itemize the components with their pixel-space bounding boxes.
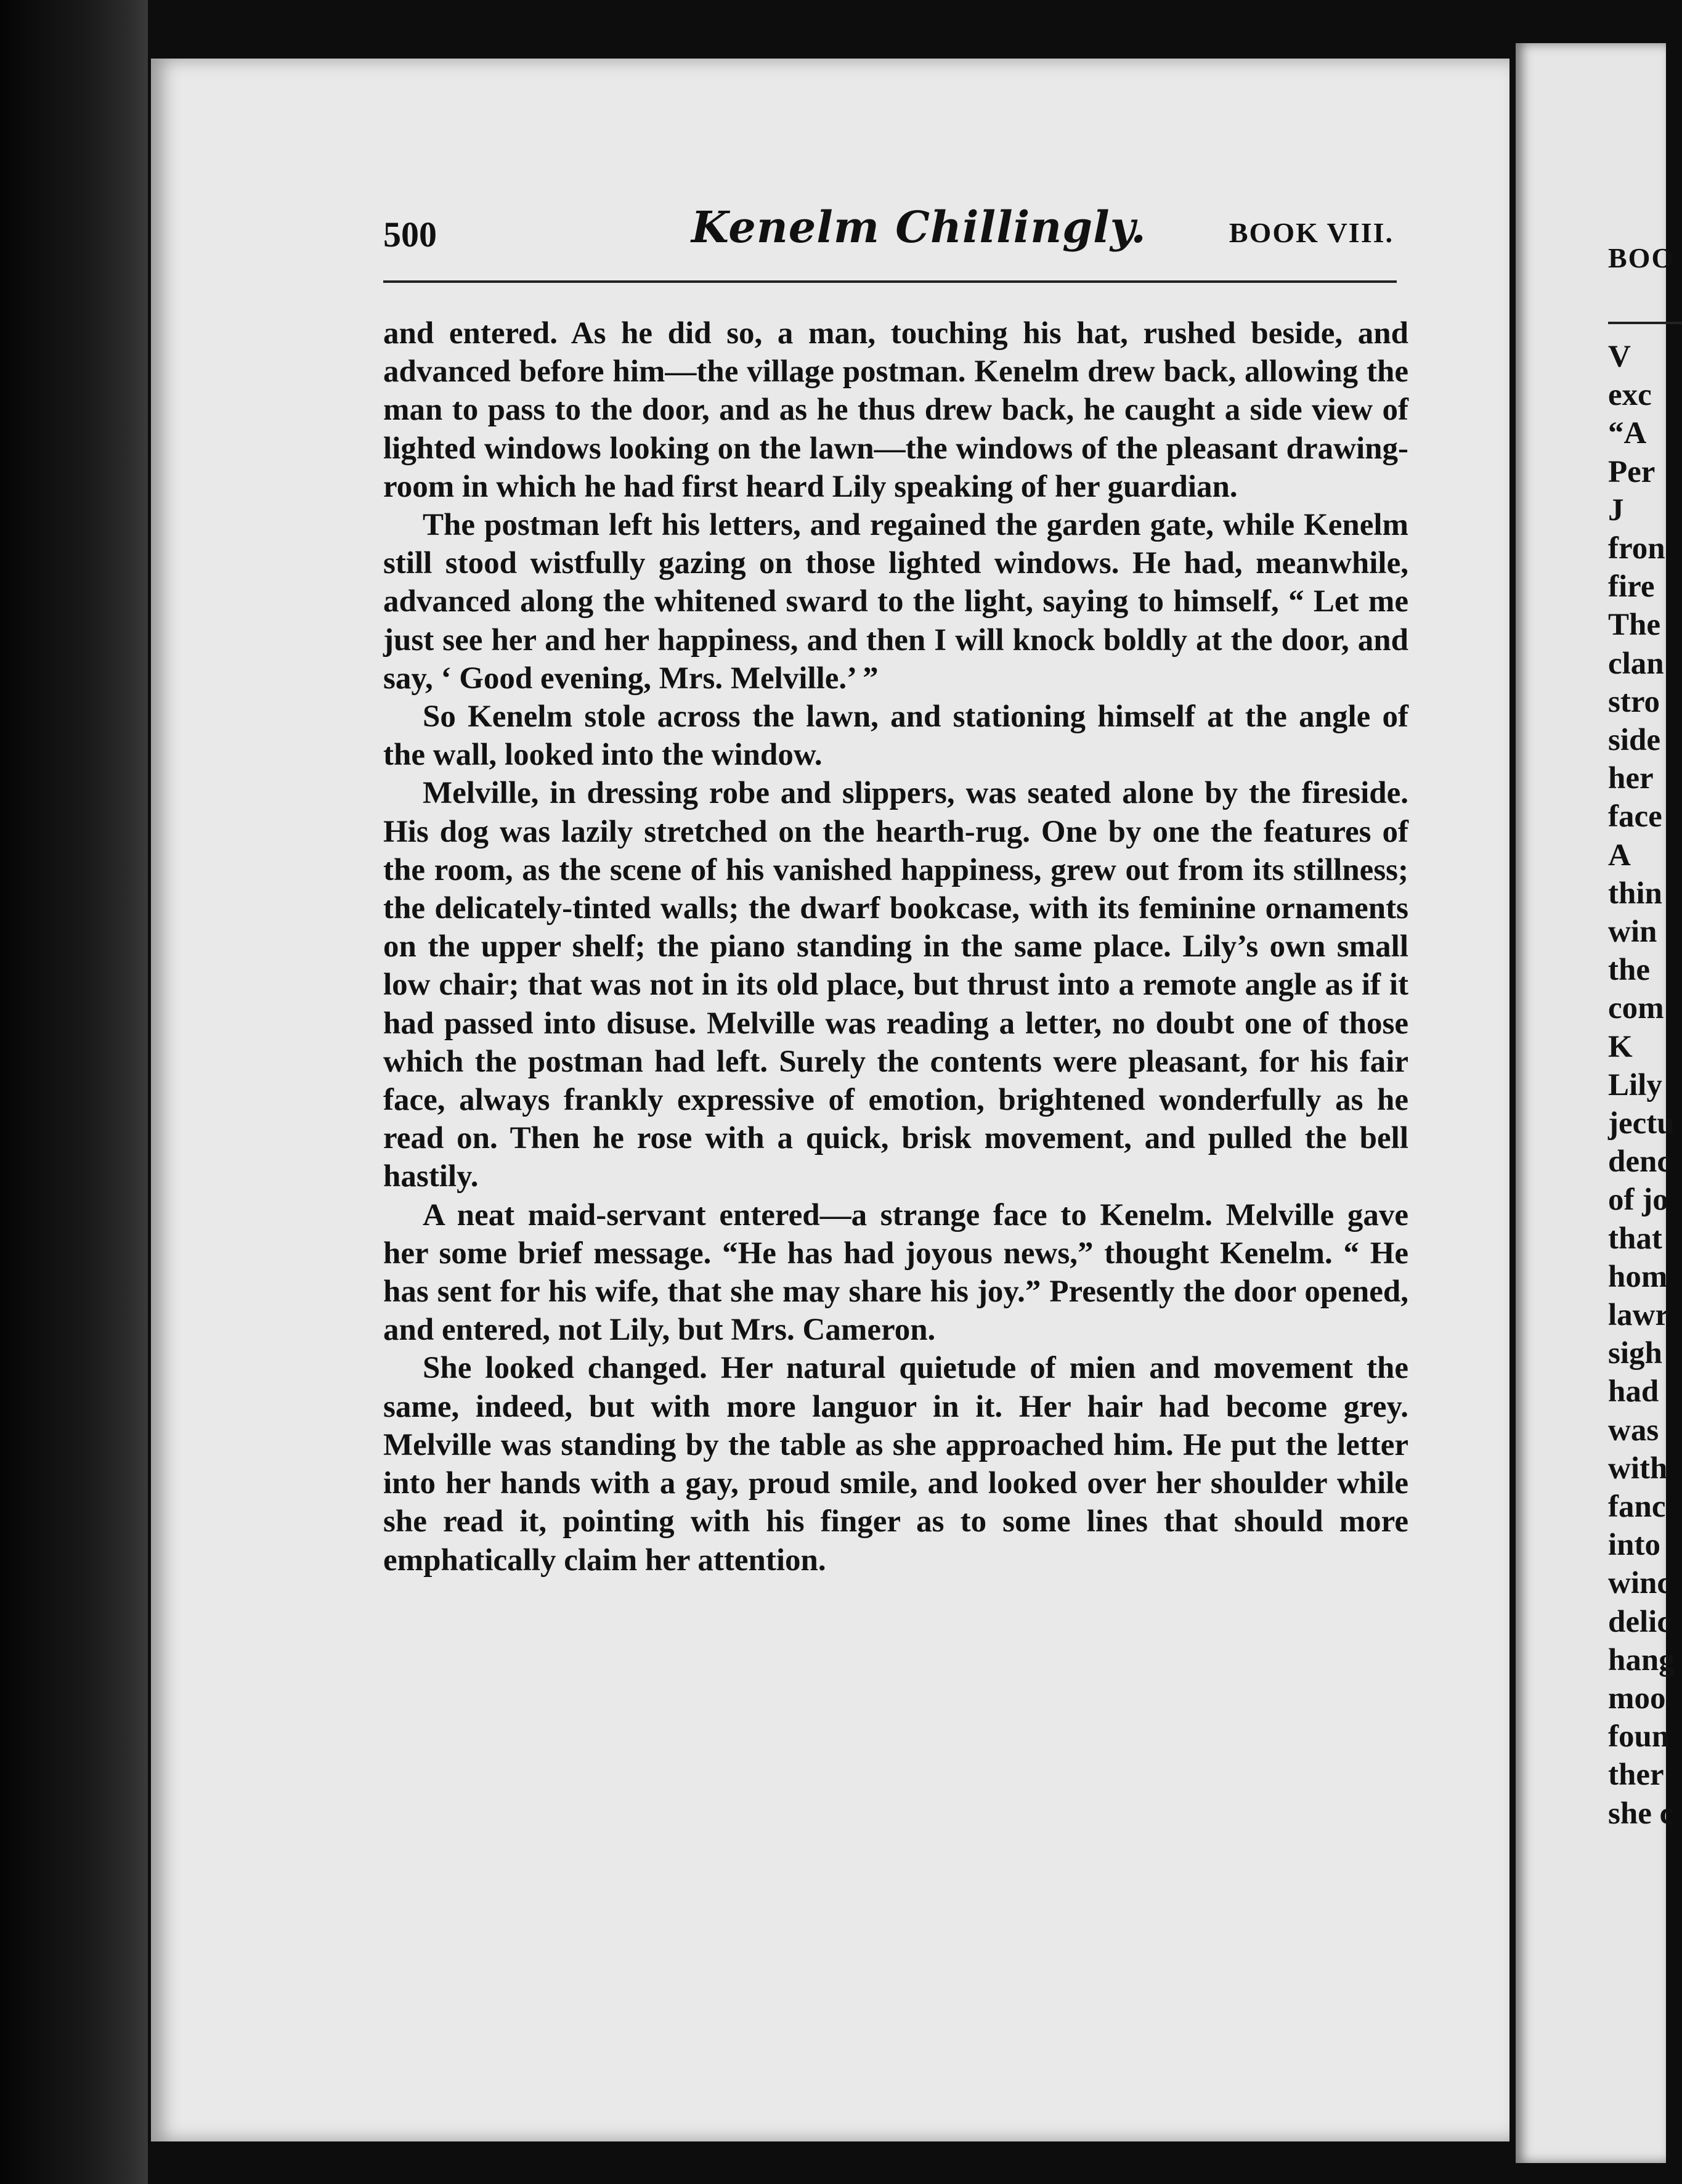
facing-page-line: fire	[1608, 569, 1655, 605]
facing-page-line: ther	[1608, 1758, 1664, 1793]
running-head	[383, 202, 1394, 257]
header-rule	[383, 280, 1397, 283]
facing-page-line: fron	[1608, 531, 1665, 566]
facing-page-line: delic	[1608, 1604, 1671, 1639]
paragraph-4: Melville, in dressing robe and slippers, was seated alone by the fireside. His dog was lazily stretched on the hearth-rug. One by one the features of the room, as the scene of his vanished happiness, grew out from its stillness; the delicately-tinted walls; the dwarf bookcase, with its feminine ornaments on the upper shelf; the piano standing in the same place. Lily’s own small low chair; that was not in its old place, but thrust into a remote angle as if it had passed into disuse. Melville was reading a letter, no doubt one of those which the postman had left. Surely the contents were pleasant, for his fair face, always frankly expressive of emotion, brightened wonderfully as he read on. Then he rose with a quick, brisk movement, and pulled the bell hastily.	[383, 776, 1408, 1194]
book-label: BOOK VIII.	[1229, 217, 1394, 248]
facing-page-line: she c	[1608, 1796, 1674, 1831]
paragraph-5: A neat maid-servant entered—a strange face to Kenelm. Melville gave her some brief message. “He has had joyous news,” thought Kenelm. “ He has sent for his wife, that she may share his joy.” Presently the door opened, and entered, not Lily, but Mrs. Cameron.	[383, 1197, 1408, 1348]
facing-page-line: denc	[1608, 1144, 1671, 1180]
paragraph-6: She looked changed. Her natural quietude of mien and movement the same, indeed, but with more languor in it. Her hair had become grey. Melville was standing by the table as she approached him. He put the letter into her hands with a gay, proud smile, and looked over her shoulder while she read it, pointing with his finger as to some lines that should more emphatically claim her attention.	[383, 1351, 1408, 1578]
facing-page-line: had	[1608, 1374, 1659, 1409]
facing-page-line: jectu	[1608, 1106, 1675, 1141]
facing-page-line: com	[1608, 991, 1664, 1026]
facing-page-line: clan	[1608, 646, 1664, 681]
facing-page-line: thin	[1608, 876, 1662, 911]
facing-page-line: exc	[1608, 378, 1652, 413]
facing-page-line: win	[1608, 915, 1657, 949]
facing-page-line: Lily	[1608, 1067, 1662, 1102]
facing-page-line: that	[1608, 1221, 1662, 1256]
facing-page-line: the	[1608, 953, 1650, 988]
facing-page-rule	[1608, 322, 1682, 324]
facing-page-line: J	[1608, 492, 1624, 528]
facing-page-line: The	[1608, 608, 1661, 643]
facing-page-line: sigh	[1608, 1336, 1662, 1371]
facing-page-line: face	[1608, 799, 1662, 834]
paragraph-3: So Kenelm stole across the lawn, and stationing himself at the angle of the wall, looked into the window.	[383, 699, 1408, 773]
facing-page-header: BOO	[1608, 242, 1675, 274]
facing-page-line: moo	[1608, 1681, 1666, 1716]
facing-page-line: winc	[1608, 1566, 1671, 1601]
facing-page-line: hang	[1608, 1642, 1675, 1677]
facing-page	[1516, 43, 1675, 2163]
book-spine-shadow	[0, 0, 148, 2184]
body-text	[383, 314, 1408, 1579]
facing-page-line: side	[1608, 723, 1661, 757]
paragraph-2: The postman left his letters, and regained the garden gate, while Kenelm still stood wistfully gazing on those lighted windows. He had, meanwhile, advanced along the whitened sward to the light, saying to himself, “ Let me just see her and her happiness, and then I will knock boldly at the door, and say, ‘ Good evening, Mrs. Melville.’ ”	[383, 508, 1408, 696]
facing-page-line: fanc	[1608, 1489, 1666, 1524]
facing-page-line: with	[1608, 1451, 1668, 1486]
facing-page-line: K	[1608, 1029, 1633, 1064]
facing-page-line: “A	[1608, 416, 1647, 451]
facing-page-line: hom	[1608, 1259, 1668, 1294]
facing-page-line: A	[1608, 837, 1631, 873]
facing-page-line: foun	[1608, 1719, 1670, 1754]
page-number: 500	[383, 214, 437, 255]
facing-page-line: of jo	[1608, 1183, 1668, 1218]
facing-page-line: into	[1608, 1528, 1661, 1563]
facing-page-line: lawr	[1608, 1298, 1670, 1332]
facing-page-line: her	[1608, 761, 1654, 796]
facing-page-line: V	[1608, 340, 1631, 374]
running-title: Kenelm Chillingly.	[691, 202, 1147, 253]
facing-page-line: stro	[1608, 684, 1660, 719]
facing-page-line: was	[1608, 1412, 1659, 1448]
paragraph-1: and entered. As he did so, a man, touching his hat, rushed beside, and advanced before him—the village postman. Kenelm drew back, allowing the man to pass to the door, and as he thus drew back, he caught a side view of lighted windows looking on the lawn—the windows of the pleasant drawing-room in which he had first heard Lily speaking of her guardian.	[383, 316, 1408, 504]
facing-page-line: Per	[1608, 454, 1656, 489]
